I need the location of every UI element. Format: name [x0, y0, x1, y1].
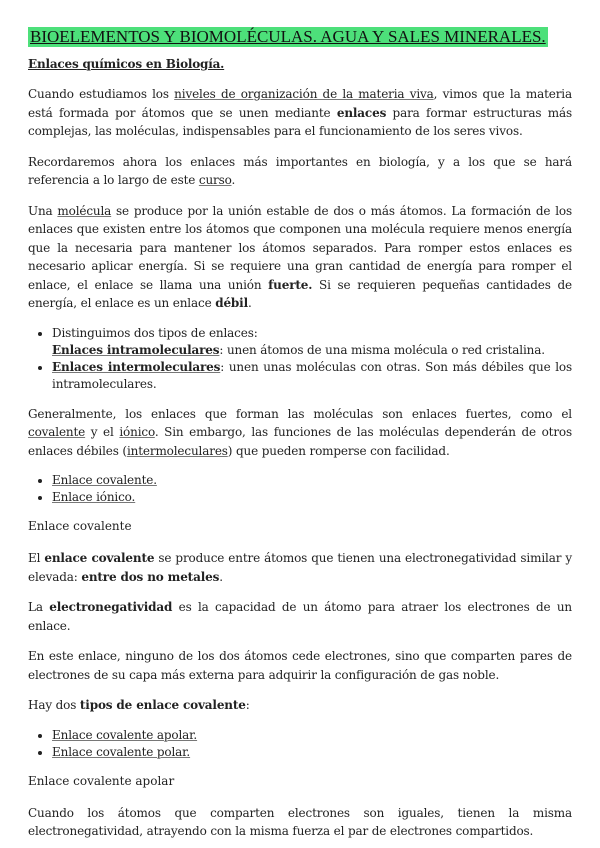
link-intermoleculares[interactable]: intermoleculares: [126, 443, 228, 458]
paragraph-strong-bonds: [28, 405, 572, 461]
paragraph-electronegativity: [28, 598, 572, 635]
bond-types-list: [28, 325, 572, 393]
list-item: [52, 325, 572, 359]
paragraph-types-intro: [28, 696, 572, 715]
list-item: [52, 359, 572, 393]
text: , vimos que la materia está formada por átomos que se unen mediante: [28, 87, 572, 120]
text: La: [28, 600, 50, 614]
text: Recordaremos ahora los enlaces más importantes en biología, y a los que se hará referencia a lo largo de este: [28, 154, 572, 187]
paragraph-apolar: Cuando los átomos que comparten electrones son iguales, tienen la misma electronegatividad, atrayendo con la misma fuerza el par de electrones compartidos.: [28, 805, 572, 838]
text: Hay dos: [28, 698, 80, 712]
text: .: [248, 296, 252, 310]
bond-links-list: [28, 472, 572, 506]
bold-term-enlace-covalente: enlace covalente: [44, 551, 155, 565]
paragraph-molecule: [28, 202, 572, 313]
text: . Sin embargo, las funciones de las moléculas dependerán de otros enlaces débiles (: [28, 425, 572, 458]
bold-term-fuerte: fuerte.: [268, 277, 313, 292]
text: Si se requieren pequeñas cantidades de energía, el enlace es un enlace: [28, 277, 572, 310]
link-curso[interactable]: curso: [198, 173, 232, 187]
list-item: [52, 744, 572, 761]
text: Una: [28, 203, 58, 218]
term-intermolecular: Enlaces intermoleculares: [52, 359, 221, 374]
link-covalente[interactable]: covalente: [28, 425, 86, 439]
text: .: [231, 173, 236, 187]
text: Generalmente, los enlaces que forman las moléculas son enlaces fuertes, como el: [28, 406, 572, 421]
text: :: [245, 698, 250, 712]
link-enlace-covalente[interactable]: Enlace covalente.: [52, 473, 157, 487]
link-enlace-ionico[interactable]: Enlace iónico.: [52, 490, 136, 504]
bold-term-no-metales: entre dos no metales: [81, 569, 220, 584]
text: : unen unas moléculas con otras. Son más débiles que los intramoleculares.: [52, 359, 572, 391]
bold-term-electronegatividad: electronegatividad: [49, 600, 173, 614]
document-title: BIOELEMENTOS Y BIOMOLÉCULAS. AGUA Y SALES MINERALES.: [30, 27, 546, 46]
text: para formar estructuras más complejas, las moléculas, indispensables para el funcionamiento de los seres vivos.: [28, 105, 572, 138]
text: se produce por la unión estable de dos o más átomos. La formación de los enlaces que existen entre los átomos que componen una molécula requiere menos energía que la necesaria para mantener los átomos separados. Para romper estos enlaces es necesario aplicar energía. Si se requiere una gran cantidad de energía para romper el enlace, el enlace se llama una unión: [28, 203, 572, 292]
heading-enlace-covalente: Enlace covalente: [28, 519, 132, 533]
term-intramolecular: Enlaces intramoleculares: [52, 342, 220, 357]
text: Cuando estudiamos los: [28, 87, 175, 101]
text: El: [28, 551, 45, 565]
link-covalente-apolar[interactable]: Enlace covalente apolar.: [52, 727, 198, 742]
list-item: [52, 727, 572, 744]
paragraph-covalent-def: [28, 549, 572, 586]
link-ionico[interactable]: iónico: [119, 425, 155, 439]
text: se produce entre átomos que tienen una electronegatividad similar y elevada:: [28, 551, 572, 584]
paragraph-levels: [28, 85, 572, 141]
text: .: [219, 569, 223, 584]
covalent-types-list: [28, 727, 572, 761]
text: y el: [85, 425, 120, 439]
link-molecula[interactable]: molécula: [57, 203, 112, 218]
text: es la capacidad de un átomo para atraer los electrones de un enlace.: [28, 600, 572, 633]
link-covalente-polar[interactable]: Enlace covalente polar.: [52, 744, 191, 759]
list-item: [52, 489, 572, 506]
text: : unen átomos de una misma molécula o red cristalina.: [219, 342, 545, 357]
section-heading: Enlaces químicos en Biología.: [28, 57, 225, 71]
link-levels-of-organization[interactable]: niveles de organización de la materia viva: [174, 87, 434, 101]
list-item: [52, 472, 572, 489]
bold-term-debil: débil: [215, 296, 248, 310]
paragraph-recall: [28, 153, 572, 190]
bold-term-enlaces: enlaces: [336, 105, 387, 120]
text: ) que pueden romperse con facilidad.: [227, 443, 450, 458]
heading-enlace-covalente-apolar: Enlace covalente apolar: [28, 773, 175, 788]
text: Distinguimos dos tipos de enlaces:: [52, 325, 258, 340]
bold-term-tipos: tipos de enlace covalente: [79, 698, 246, 712]
paragraph-sharing: En este enlace, ninguno de los dos átomos cede electrones, sino que comparten pares de electrones de su capa más externa para adquirir la configuración de gas noble.: [28, 649, 572, 682]
